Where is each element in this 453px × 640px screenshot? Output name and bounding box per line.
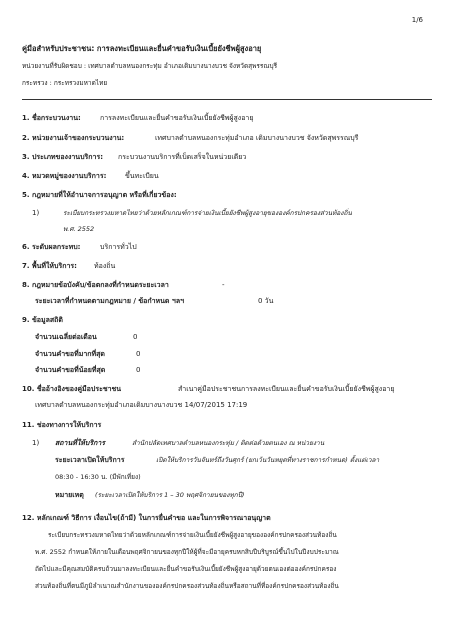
item-12-paragraph-line-3: ถัดไปและมีคุณสมบัติครบถ้วนมาลงทะเบียนและยื่นคำขอรับเงินเบี้ยยังชีพผู้สูงอายุด้วยตนเองต่อองค์กรปกครอง [35, 565, 337, 573]
item-12-label: 12. หลักเกณฑ์ วิธีการ เงื่อนไข(ถ้ามี) ในการยื่นคำขอ และในการพิจารณาอนุญาต [22, 514, 271, 522]
document-title: คู่มือสำหรับประชาชน: การลงทะเบียนและยื่นคำขอรับเงินเบี้ยยังชีพผู้สูงอายุ [22, 44, 262, 53]
service-hours-label: ระยะเวลาเปิดให้บริการ [55, 456, 125, 464]
item-4-label: 4. หมวดหมู่ของงานบริการ: [22, 172, 107, 180]
item-5-law-line-2: พ.ศ. 2552 [63, 225, 95, 233]
service-hours-time: 08:30 - 16:30 น. (มีพักเที่ยง) [55, 473, 141, 481]
stat-max-label: จำนวนคำขอที่มากที่สุด [35, 350, 105, 358]
item-9-label: 9. ข้อมูลสถิติ [22, 316, 63, 324]
item-6-value: บริการทั่วไป [100, 243, 137, 251]
item-3-value: กระบวนงานบริการที่เบ็ดเสร็จในหน่วยเดียว [118, 153, 247, 161]
item-3-label: 3. ประเภทของงานบริการ: [22, 153, 104, 161]
item-6-label: 6. ระดับผลกระทบ: [22, 243, 81, 251]
stat-min-value: 0 [136, 366, 141, 374]
ministry: กระทรวง : กระทรวงมหาดไทย [22, 79, 108, 87]
item-1-label: 1. ชื่อกระบวนงาน: [22, 114, 81, 122]
service-place-label: สถานที่ให้บริการ [55, 439, 106, 447]
item-7-value: ท้องถิ่น [94, 262, 116, 270]
item-12-paragraph-line-2: พ.ศ. 2552 กำหนดให้ภายในเดือนพฤศจิกายนของทุกปีให้ผู้ที่จะมีอายุครบหกสิบปีบริบูรณ์ขึ้นไปในปีงบประมาณ [35, 548, 339, 556]
service-hours-value: เปิดให้บริการวันจันทร์ถึงวันศุกร์ (ยกเว้นวันหยุดที่ทางราชการกำหนด) ตั้งแต่เวลา [156, 456, 380, 464]
stat-min-label: จำนวนคำขอที่น้อยที่สุด [35, 366, 106, 374]
item-8-value-2: 0 วัน [258, 297, 274, 305]
item-4-value: ขึ้นทะเบียน [125, 172, 159, 180]
item-5-sub-number: 1) [32, 209, 40, 217]
item-11-sub-number: 1) [32, 439, 40, 447]
item-10-value-1: สำเนาคู่มือประชาชนการลงทะเบียนและยื่นคำขอรับเงินเบี้ยยังชีพผู้สูงอายุ [178, 385, 395, 393]
stat-average-value: 0 [133, 333, 138, 341]
item-8-label-2: ระยะเวลาที่กำหนดตามกฎหมาย / ข้อกำหนด ฯลฯ [35, 297, 185, 305]
item-10-value-2: เทศบาลตำบลหนองกระทุ่มอำเภอเดิมบางนางบวช 14/07/2015 17:19 [35, 401, 248, 409]
item-5-label: 5. กฎหมายที่ให้อำนาจการอนุญาต หรือที่เกี่ยวข้อง: [22, 191, 177, 199]
stat-average-label: จำนวนเฉลี่ยต่อเดือน [35, 333, 97, 341]
item-1-value: การลงทะเบียนและยื่นคำขอรับเงินเบี้ยยังชีพผู้สูงอายุ [100, 114, 254, 122]
item-7-label: 7. พื้นที่ให้บริการ: [22, 262, 77, 270]
stat-max-value: 0 [136, 350, 141, 358]
item-10-label: 10. ชื่ออ้างอิงของคู่มือประชาชน [22, 385, 122, 393]
item-2-value: เทศบาลตำบลหนองกระทุ่มอำเภอ เดิมบางนางบวช จังหวัดสุพรรณบุรี [155, 134, 359, 142]
item-2-label: 2. หน่วยงานเจ้าของกระบวนงาน: [22, 134, 125, 142]
item-5-law-line-1: ระเบียบกระทรวงมหาดไทยว่าด้วยหลักเกณฑ์การจ่ายเงินเบี้ยยังชีพผู้สูงอายุขององค์กรปกครองส่วนท้องถิ่น [63, 209, 352, 217]
item-12-paragraph-line-4: ส่วนท้องถิ่นที่ตนมีภูมิลำเนาณสำนักงานขององค์กรปกครองส่วนท้องถิ่นหรือสถานที่ที่องค์กรปกครองส่วนท้องถิ่น [35, 582, 339, 590]
header-divider [22, 99, 432, 100]
item-8-label-1: 8. กฎหมายข้อบังคับ/ข้อตกลงที่กำหนดระยะเวลา [22, 281, 169, 289]
page-number: 1/6 [411, 16, 423, 24]
responsible-agency: หน่วยงานที่รับผิดชอบ : เทศบาลตำบลหนองกระทุ่ม อำเภอเดิมบางนางบวช จังหวัดสุพรรณบุรี [22, 62, 278, 70]
service-place-value: สำนักปลัดเทศบาลตำบลหนองกระทุ่ม / ติดต่อด้วยตนเอง ณ หน่วยงาน [132, 439, 325, 447]
item-11-label: 11. ช่องทางการให้บริการ [22, 421, 102, 429]
note-value: (ระยะเวลาเปิดให้บริการ 1 – 30 พฤศจิกายนของทุกปี) [95, 491, 245, 499]
note-label: หมายเหตุ [55, 491, 84, 499]
item-8-value-1: - [222, 281, 225, 289]
item-12-paragraph-line-1: ระเบียบกระทรวงมหาดไทยว่าด้วยหลักเกณฑ์การจ่ายเงินเบี้ยยังชีพผู้สูงอายุขององค์กรปกครองส่วนท้องถิ่น [48, 531, 337, 539]
